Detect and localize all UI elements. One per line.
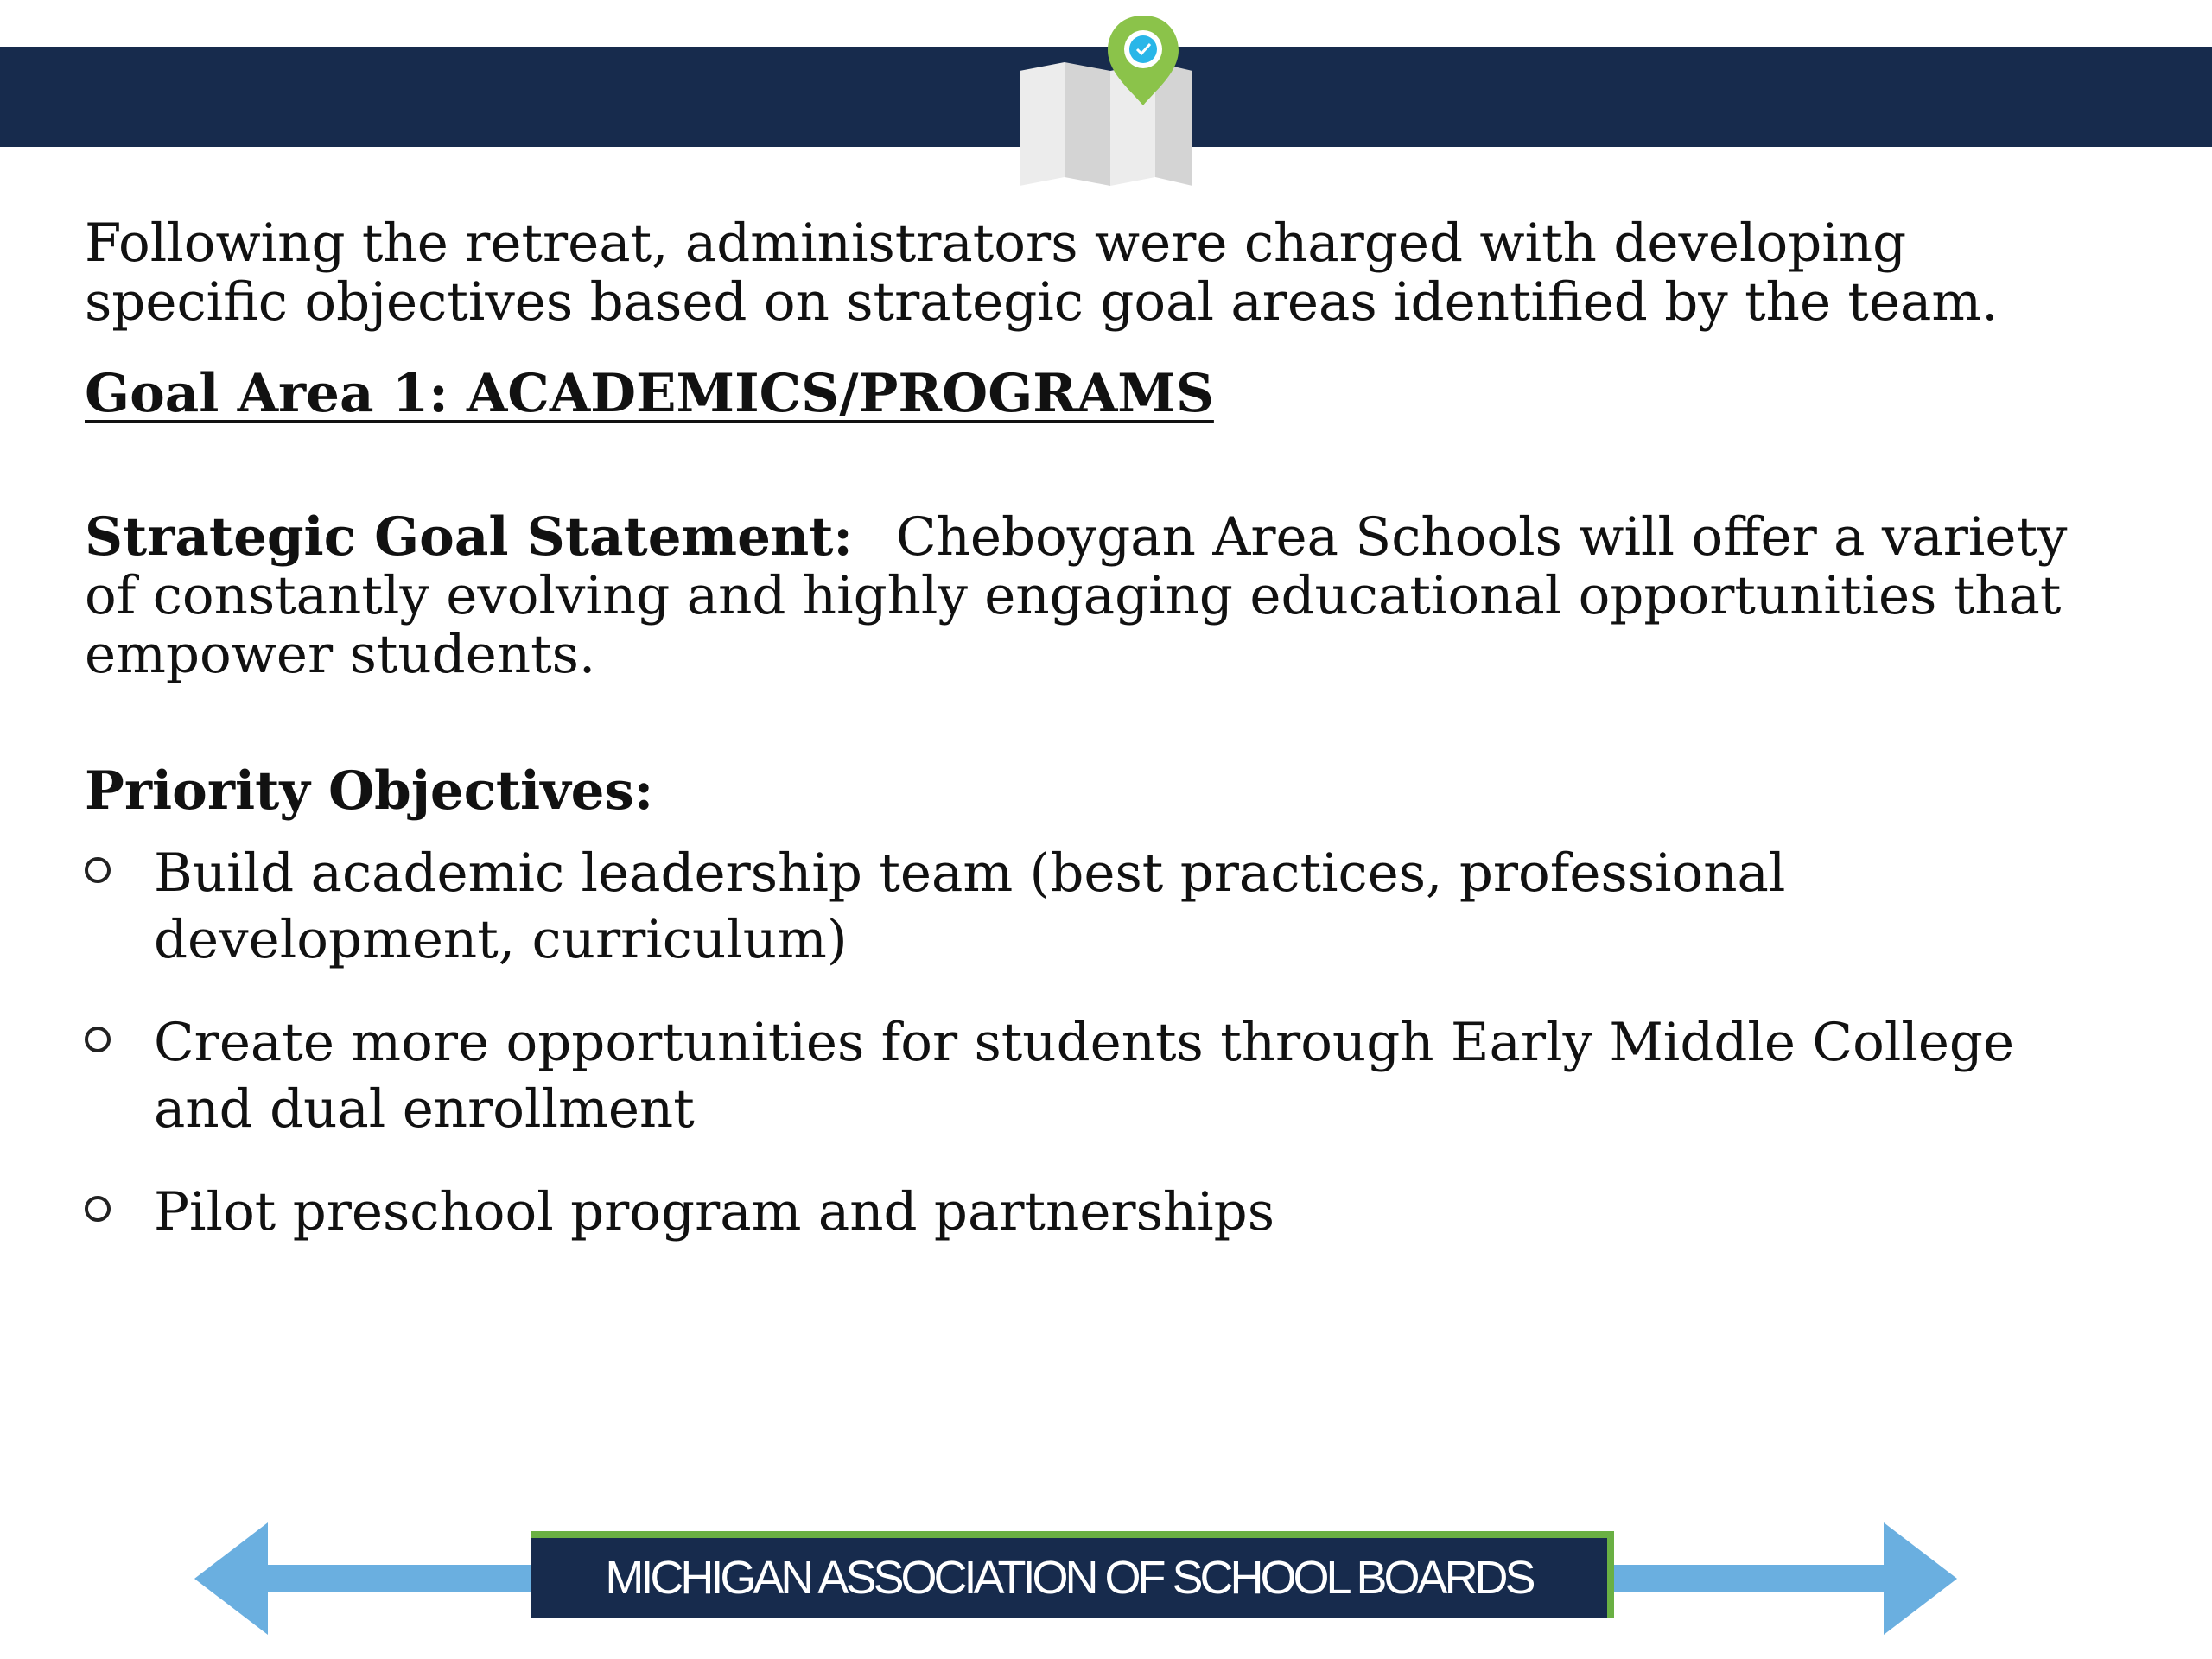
slide-content xyxy=(85,214,2107,1281)
objective-text: Create more opportunities for students through Early Middle College and dual enrollment xyxy=(154,1012,2015,1140)
objective-text: Pilot preschool program and partnerships xyxy=(154,1181,1275,1243)
goal-statement-text: Cheboygan Area Schools will offer a variety of constantly evolving and highly engaging educational opportunities that empower students. xyxy=(85,506,2068,685)
objectives-list xyxy=(85,840,2107,1245)
bullet-icon xyxy=(85,857,111,883)
bullet-icon xyxy=(85,1027,111,1052)
map-pin-icon xyxy=(1011,9,1201,186)
footer-banner xyxy=(531,1531,1614,1618)
organization-name: MICHIGAN ASSOCIATION OF SCHOOL BOARDS xyxy=(605,1552,1533,1604)
list-item xyxy=(85,840,2107,973)
list-item xyxy=(85,1179,2107,1245)
intro-paragraph: Following the retreat, administrators were charged with developing specific objectives based on strategic goal areas identified by the team. xyxy=(85,213,1999,333)
goal-area-heading: Goal Area 1: ACADEMICS/PROGRAMS xyxy=(85,363,1214,424)
priority-objectives-heading: Priority Objectives: xyxy=(85,760,654,822)
goal-statement-label: Strategic Goal Statement: xyxy=(85,506,853,568)
objective-text: Build academic leadership team (best practices, professional development, curriculum) xyxy=(154,842,1786,970)
strategic-goal-statement xyxy=(85,508,2107,684)
bullet-icon xyxy=(85,1196,111,1222)
list-item xyxy=(85,1009,2107,1142)
